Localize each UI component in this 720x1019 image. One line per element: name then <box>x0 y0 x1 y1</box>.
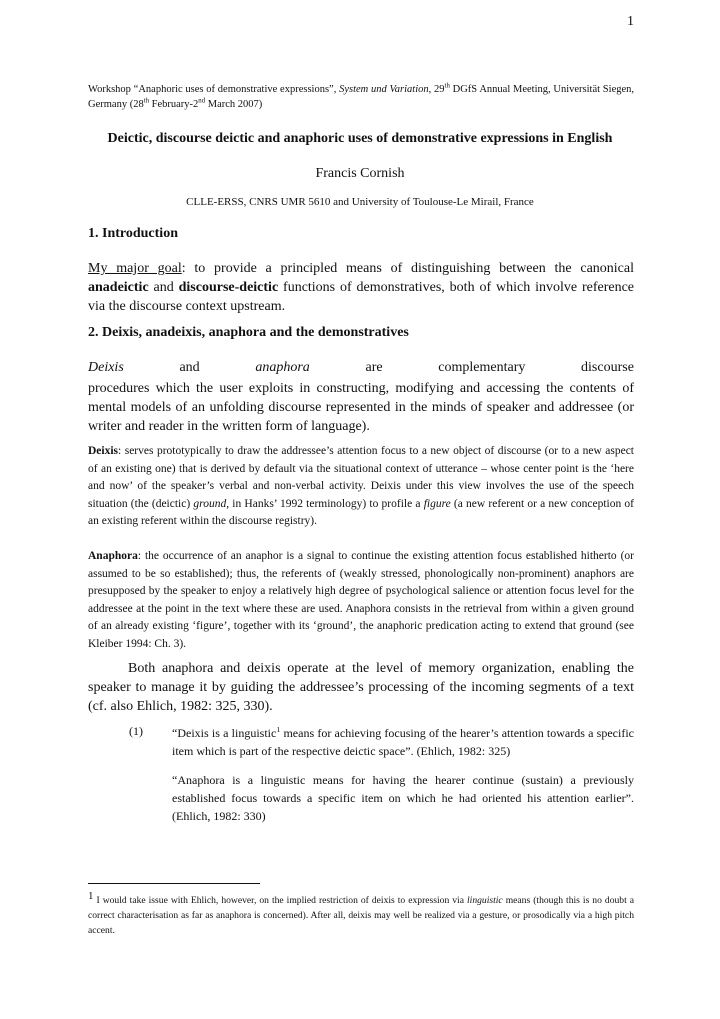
example-quote-anaphora: “Anaphora is a linguistic means for having the hearer continue (sustain) a previously established focus towards a specific item on which he had oriented his attention earlier”. (Ehlich, 1982: 330) <box>172 773 634 823</box>
anaphora-definition: Anaphora: the occurrence of an anaphor is a signal to continue the existing attention focus established hitherto (or assumed to be so established); thus, the referents of (weakly stressed, phonologically non-prominent) anaphors are presupposed by the speaker to enjoy a relatively high degree of psychological salience or attention focus level for the addressee at the point in the text where these are used. Anaphora consists in the retrieval from within a given ground of an already existing ‘figure’, together with its ‘ground’, the anaphoric predication acting to extend that ground (see Kleiber 1994: Ch. 3). <box>88 550 634 650</box>
deixis-intro-first-line: Deixis and anaphora are complementary discourse <box>88 360 634 375</box>
section-heading-deixis: 2. Deixis, anadeixis, anaphora and the demonstratives <box>88 325 409 340</box>
footnote: $^1$ I would take issue with Ehlich, however, on the implied restriction of deixis to expression via linguistic means (though this is no doubt a correct characterisation as far as anaphora is concerned). After all, deixis may well be realized via a gesture, or prosodically via a high pitch accent. <box>88 889 634 936</box>
intro-paragraph: My major goal: to provide a principled means of distinguishing between the canonical anadeictic and discourse-deictic functions of demonstratives, both of which involve reference via the discourse context upstream. <box>88 261 634 314</box>
deixis-definition: Deixis: serves prototypically to draw the addressee’s attention focus to a new object of discourse (or to a new aspect of an existing one) that is derived by default via the situational context of utterance – whose center point is the ‘here and now’ of the speaker’s verbal and non-verbal activity. Deixis under this view involves the use of the speech situation (the (deictic) ground, in Hanks’ 1992 terminology) to profile a figure (a new referent or a new conception of an existing referent within the discourse registry). <box>88 445 635 527</box>
deixis-intro-paragraph: procedures which the user exploits in constructing, modifying and accessing the contents of mental models of an unfolding discourse represented in the minds of speaker and addressee (or writer and reader in the written form of language). <box>88 381 634 434</box>
example-number: (1) <box>129 724 143 738</box>
both-paragraph: Both anaphora and deixis operate at the level of memory organization, enabling the speaker to manage it by guiding the addressee’s processing of the incoming segments of a text (cf. also Ehlich, 1982: 325, 330). <box>88 661 634 714</box>
page-number: 1 <box>627 14 634 29</box>
example-quote-deixis: “Deixis is a linguistic$^1$ means for achieving focusing of the hearer’s attention towards a specific item which is part of the respective deictic space”. (Ehlich, 1982: 325) <box>172 725 634 758</box>
footnote-divider <box>88 883 260 884</box>
paper-author: Francis Cornish <box>315 166 405 181</box>
section-heading-introduction: 1. Introduction <box>88 226 178 241</box>
workshop-header-note: Workshop “Anaphoric uses of demonstrative expressions”, System und Variation, 29th DGfS Annual Meeting, Universität Siegen, Germany (28th February-2nd March 2007) <box>88 82 635 110</box>
author-affiliation: CLLE-ERSS, CNRS UMR 5610 and University of Toulouse-Le Mirail, France <box>186 196 534 208</box>
paper-title: Deictic, discourse deictic and anaphoric uses of demonstrative expressions in English <box>107 131 613 146</box>
